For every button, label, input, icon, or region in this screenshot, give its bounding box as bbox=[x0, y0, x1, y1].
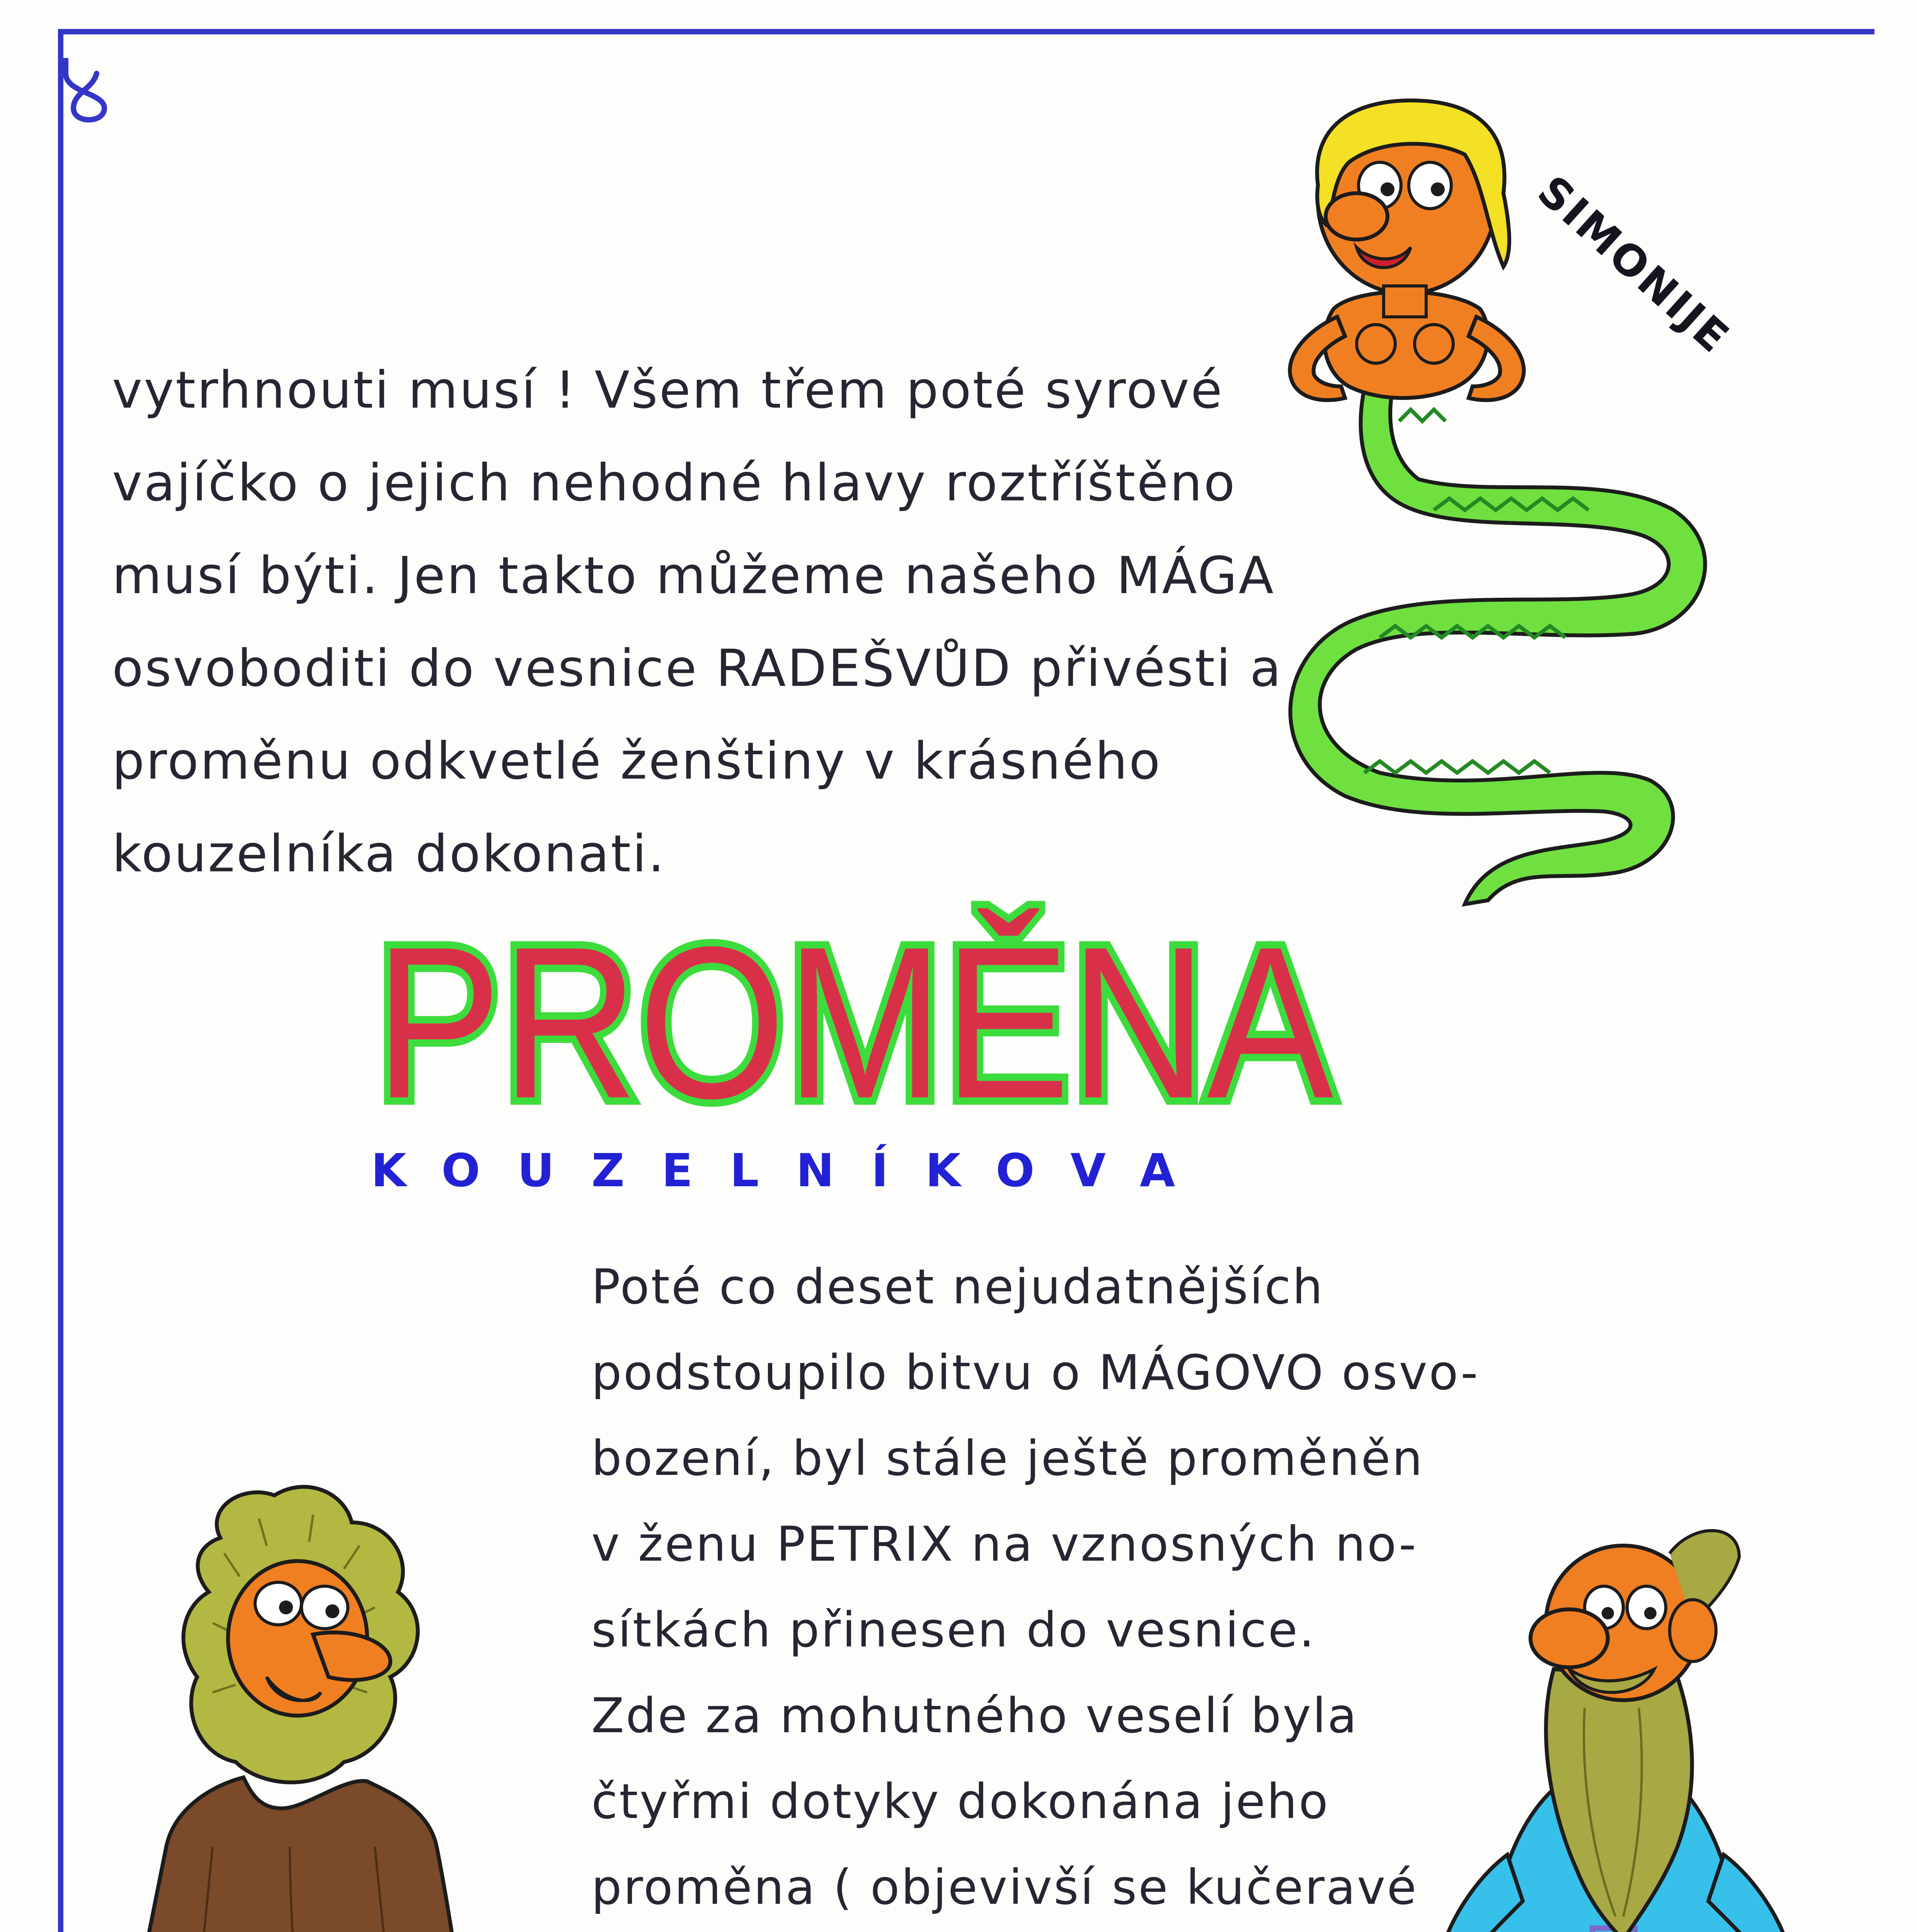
paragraph-line: sítkách přinesen do vesnice. bbox=[591, 1602, 1316, 1658]
paragraph-line: Zde za mohutného veselí byla bbox=[591, 1688, 1359, 1744]
paragraph-line: Poté co deset nejudatnějších bbox=[591, 1259, 1325, 1315]
paragraph-line: v ženu PETRIX na vznosných no- bbox=[591, 1517, 1418, 1572]
author-signature: SIMONIJE bbox=[1528, 166, 1740, 364]
paragraph-line: proměna ( objevivší se kučeravé bbox=[591, 1860, 1418, 1915]
cloaked-woman-illustration bbox=[97, 1461, 502, 1932]
title-text: PROMĚNA bbox=[375, 901, 1335, 1143]
paragraph-line: vajíčko o jejich nehodné hlavy roztříštěno bbox=[112, 453, 1237, 513]
page-frame-top-line bbox=[58, 29, 1874, 34]
paragraph-line: osvoboditi do vesnice RADEŠVŮD přivésti a bbox=[112, 639, 1283, 698]
title-subtitle: KOUZELNÍKOVA bbox=[371, 1144, 1212, 1197]
wizard-illustration bbox=[1422, 1507, 1828, 1932]
paragraph-line: vytrhnouti musí ! Všem třem poté syrové bbox=[112, 361, 1224, 420]
paragraph-line: proměnu odkvetlé ženštiny v krásného bbox=[112, 731, 1162, 791]
page-frame-left-line bbox=[58, 29, 63, 1932]
paragraph-middle bbox=[591, 1244, 1479, 1932]
paragraph-line: podstoupilo bitvu o MÁGOVO osvo- bbox=[591, 1345, 1479, 1401]
paragraph-line: čtyřmi dotyky dokonána jeho bbox=[591, 1774, 1330, 1830]
paragraph-line: musí býti. Jen takto můžeme našeho MÁGA bbox=[112, 546, 1275, 605]
paragraph-line: kouzelníka dokonati. bbox=[112, 824, 666, 884]
snake-woman-illustration bbox=[1217, 93, 1759, 912]
paragraph-top bbox=[112, 344, 1283, 900]
paragraph-line: bození, byl stále ještě proměněn bbox=[591, 1431, 1424, 1486]
frame-loop-ornament bbox=[58, 58, 120, 128]
paragraph-line bbox=[591, 1930, 1479, 1932]
